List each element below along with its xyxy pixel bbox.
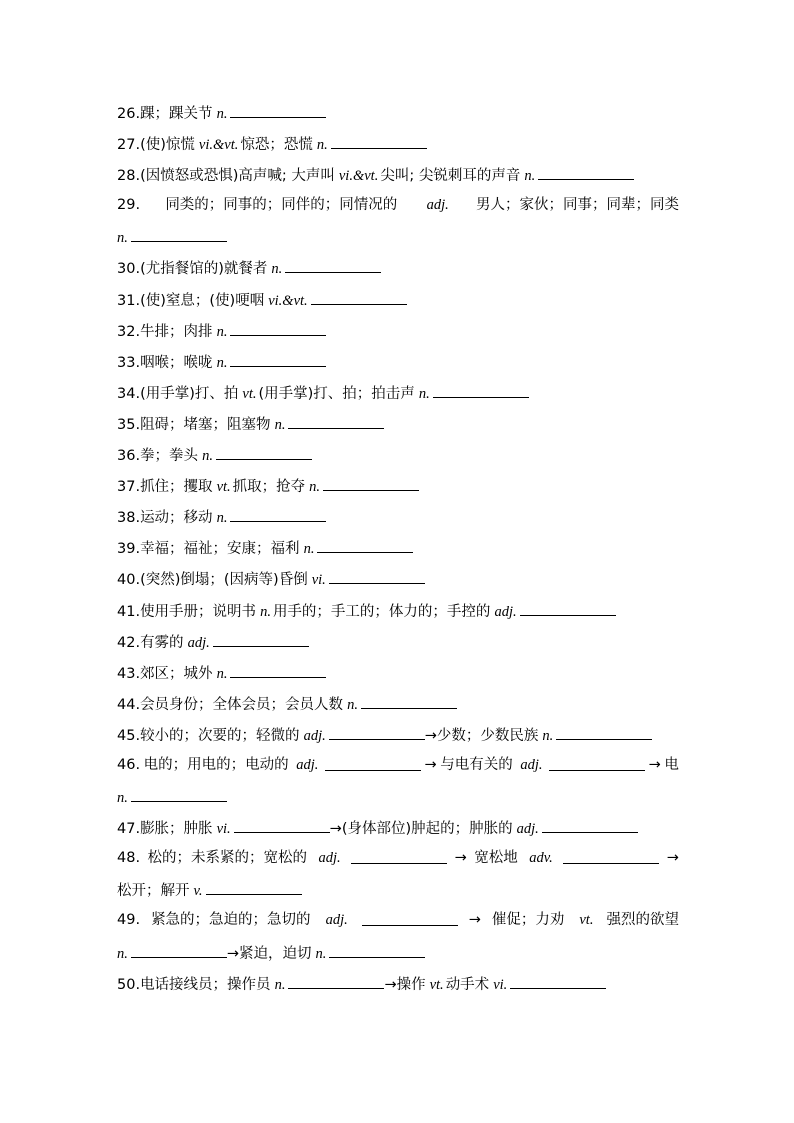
definition: 抓住；攫取 <box>140 479 213 496</box>
definition: 电的；用电的；电动的 <box>143 756 289 773</box>
definition: (用手掌)打、拍；拍击声 <box>258 385 415 402</box>
definition: (尤指餐馆的)就餐者 <box>140 261 268 278</box>
part-of-speech: vi.&vt. <box>198 137 239 154</box>
answer-blank[interactable] <box>131 784 227 802</box>
item-number: 47. <box>117 821 141 838</box>
definition: 松开；解开 <box>117 883 190 900</box>
item-number: 31. <box>117 292 141 309</box>
part-of-speech: adj. <box>494 603 517 620</box>
arrow-icon: → <box>424 756 437 773</box>
answer-blank[interactable] <box>510 971 606 989</box>
part-of-speech: adj. <box>296 756 319 773</box>
arrow-icon: → <box>424 727 437 744</box>
item-46 <box>117 753 679 784</box>
part-of-speech: vt. <box>242 385 257 402</box>
answer-blank[interactable] <box>542 815 638 833</box>
answer-blank[interactable] <box>206 877 302 895</box>
part-of-speech: n. <box>260 603 271 620</box>
answer-blank[interactable] <box>230 100 326 118</box>
item-number: 41. <box>117 603 141 620</box>
definition: 与电有关的 <box>440 756 513 773</box>
part-of-speech: n. <box>117 230 128 247</box>
definition: 同类的；同事的；同伴的；同情况的 <box>165 197 398 214</box>
definition: 抓取；抢夺 <box>232 479 306 496</box>
item-48-cont <box>117 877 679 908</box>
item-38 <box>117 504 679 535</box>
answer-blank[interactable] <box>288 411 384 429</box>
item-number: 38. <box>117 510 141 527</box>
item-42 <box>117 629 679 660</box>
definition: 膨胀；肿胀 <box>140 821 213 838</box>
item-41 <box>117 598 679 629</box>
item-28 <box>117 162 679 193</box>
answer-blank[interactable] <box>361 691 457 709</box>
answer-blank[interactable] <box>362 908 458 926</box>
part-of-speech: vt. <box>429 976 444 993</box>
arrow-icon: → <box>666 850 679 867</box>
answer-blank[interactable] <box>230 504 326 522</box>
part-of-speech: n. <box>271 261 283 278</box>
item-number: 26. <box>117 106 141 122</box>
item-number: 40. <box>117 572 141 589</box>
item-46-cont <box>117 784 679 815</box>
answer-blank[interactable] <box>317 535 413 553</box>
definition: 电 <box>664 756 679 773</box>
part-of-speech: n. <box>117 790 128 807</box>
item-number: 32. <box>117 323 141 340</box>
item-number: 49. <box>117 912 141 929</box>
definition: 阻碍；堵塞；阻塞物 <box>140 416 271 433</box>
definition: (因愤怒或恐惧)高声喊; 大声叫 <box>140 168 335 185</box>
answer-blank[interactable] <box>520 598 616 616</box>
definition: 电话接线员；操作员 <box>140 976 271 993</box>
definition: (使)惊慌 <box>140 137 195 154</box>
item-49-cont <box>117 940 679 971</box>
part-of-speech: vi. <box>493 976 508 993</box>
part-of-speech: n. <box>309 479 321 496</box>
part-of-speech: n. <box>274 416 286 433</box>
definition: 咽喉；喉咙 <box>140 354 213 371</box>
definition: 宽松地 <box>474 850 518 867</box>
item-number: 33. <box>117 354 141 371</box>
arrow-icon: → <box>468 912 481 929</box>
answer-blank[interactable] <box>285 255 381 273</box>
definition: 尖叫; 尖锐刺耳的声音 <box>380 168 521 185</box>
item-number: 48. <box>117 850 141 867</box>
part-of-speech: adj. <box>520 756 543 773</box>
part-of-speech: n. <box>117 945 128 962</box>
answer-blank[interactable] <box>549 753 645 771</box>
definition: 运动；移动 <box>140 510 213 527</box>
definition: 用手的；手工的；体力的；手控的 <box>272 603 491 620</box>
item-number: 36. <box>117 448 141 465</box>
item-43 <box>117 660 679 691</box>
definition: 使用手册；说明书 <box>140 603 257 620</box>
item-number: 44. <box>117 696 141 713</box>
definition: (身体部位)肿起的；肿胀的 <box>341 821 513 838</box>
answer-blank[interactable] <box>230 349 326 367</box>
item-44 <box>117 691 679 722</box>
answer-blank[interactable] <box>288 971 384 989</box>
answer-blank[interactable] <box>325 753 421 771</box>
item-31 <box>117 287 679 318</box>
definition: 紧迫，迫切 <box>239 945 312 962</box>
item-32 <box>117 318 679 349</box>
part-of-speech: n. <box>418 385 430 402</box>
part-of-speech: v. <box>193 883 203 900</box>
part-of-speech: adj. <box>516 821 539 838</box>
definition: 男人；家伙；同事；同辈；同类 <box>475 197 679 214</box>
item-number: 50. <box>117 976 141 993</box>
item-45 <box>117 722 679 753</box>
item-36 <box>117 442 679 473</box>
item-number: 34. <box>117 385 141 402</box>
part-of-speech: vi.&vt. <box>338 168 379 185</box>
part-of-speech: vt. <box>216 479 231 496</box>
definition: 惊恐；恐慌 <box>240 137 313 154</box>
worksheet <box>117 100 679 1002</box>
definition: 较小的；次要的；轻微的 <box>140 727 300 744</box>
item-29 <box>117 193 679 224</box>
answer-blank[interactable] <box>331 131 427 149</box>
definition: 催促；力劝 <box>491 912 565 929</box>
answer-blank[interactable] <box>351 846 447 864</box>
arrow-icon: → <box>384 976 397 993</box>
answer-blank[interactable] <box>323 473 419 491</box>
part-of-speech: n. <box>316 137 328 154</box>
arrow-icon: → <box>648 756 661 773</box>
part-of-speech: n. <box>216 106 228 122</box>
item-48 <box>117 846 679 877</box>
definition: 牛排；肉排 <box>140 323 213 340</box>
part-of-speech: n. <box>216 510 228 527</box>
answer-blank[interactable] <box>131 940 227 958</box>
part-of-speech: vi.&vt. <box>268 292 308 309</box>
answer-blank[interactable] <box>230 318 326 336</box>
part-of-speech: adj. <box>426 197 449 214</box>
answer-blank[interactable] <box>329 940 425 958</box>
part-of-speech: n. <box>303 541 315 558</box>
definition: 郊区；城外 <box>140 665 213 682</box>
answer-blank[interactable] <box>213 629 309 647</box>
part-of-speech: adj. <box>187 634 210 651</box>
part-of-speech: n. <box>202 448 213 465</box>
definition: 幸福；福祉；安康；福利 <box>140 541 300 558</box>
item-39 <box>117 535 679 566</box>
item-29-cont <box>117 224 679 255</box>
item-27 <box>117 131 679 162</box>
item-number: 27. <box>117 137 141 154</box>
answer-blank[interactable] <box>563 846 659 864</box>
part-of-speech: vi. <box>216 821 231 838</box>
item-number: 43. <box>117 665 141 682</box>
item-number: 30. <box>117 261 141 278</box>
item-number: 29. <box>117 197 141 214</box>
item-33 <box>117 349 679 380</box>
item-40 <box>117 566 679 597</box>
answer-blank[interactable] <box>216 442 312 460</box>
item-number: 42. <box>117 634 141 651</box>
part-of-speech: n. <box>216 665 228 682</box>
item-number: 37. <box>117 479 141 496</box>
item-34 <box>117 380 679 411</box>
definition: 紧急的；急迫的；急切的 <box>151 912 311 929</box>
part-of-speech: n. <box>542 727 554 744</box>
item-47 <box>117 815 679 846</box>
arrow-icon: → <box>329 821 342 838</box>
item-35 <box>117 411 679 442</box>
item-number: 28. <box>117 168 141 185</box>
definition: 松的；未系紧的；宽松的 <box>147 850 308 867</box>
definition: (突然)倒塌；(因病等)昏倒 <box>140 572 308 589</box>
part-of-speech: n. <box>524 168 536 185</box>
answer-blank[interactable] <box>230 660 326 678</box>
part-of-speech: n. <box>347 696 358 713</box>
answer-blank[interactable] <box>131 224 227 242</box>
item-50 <box>117 971 679 1002</box>
arrow-icon: → <box>226 945 240 962</box>
item-37 <box>117 473 679 504</box>
definition: 动手术 <box>445 976 490 993</box>
part-of-speech: n. <box>315 945 327 962</box>
part-of-speech: n. <box>274 976 286 993</box>
answer-blank[interactable] <box>329 722 425 740</box>
item-30 <box>117 255 679 286</box>
answer-blank[interactable] <box>311 287 407 305</box>
item-number: 39. <box>117 541 141 558</box>
part-of-speech: adj. <box>318 850 341 867</box>
item-26 <box>117 100 679 131</box>
answer-blank[interactable] <box>556 722 652 740</box>
definition: 踝；踝关节 <box>140 106 213 122</box>
part-of-speech: adj. <box>325 912 348 929</box>
part-of-speech: adv. <box>529 850 553 867</box>
answer-blank[interactable] <box>433 380 529 398</box>
definition: 操作 <box>396 976 426 993</box>
definition: 强烈的欲望 <box>606 912 679 929</box>
item-49 <box>117 908 679 939</box>
answer-blank[interactable] <box>329 566 425 584</box>
definition: 少数；少数民族 <box>436 727 539 744</box>
definition: (使)窒息；(使)哽咽 <box>140 292 265 309</box>
definition: (用手掌)打、拍 <box>140 385 239 402</box>
definition: 拳；拳头 <box>140 448 199 465</box>
definition: 会员身份；全体会员；会员人数 <box>140 696 344 713</box>
arrow-icon: → <box>454 850 467 867</box>
part-of-speech: vi. <box>311 572 326 589</box>
part-of-speech: adj. <box>303 727 326 744</box>
definition: 有雾的 <box>140 634 184 651</box>
part-of-speech: n. <box>216 323 228 340</box>
answer-blank[interactable] <box>538 162 634 180</box>
item-number: 46. <box>117 756 141 773</box>
part-of-speech: n. <box>216 354 228 371</box>
answer-blank[interactable] <box>234 815 330 833</box>
item-number: 35. <box>117 416 141 433</box>
item-number: 45. <box>117 727 141 744</box>
part-of-speech: vt. <box>579 912 594 929</box>
